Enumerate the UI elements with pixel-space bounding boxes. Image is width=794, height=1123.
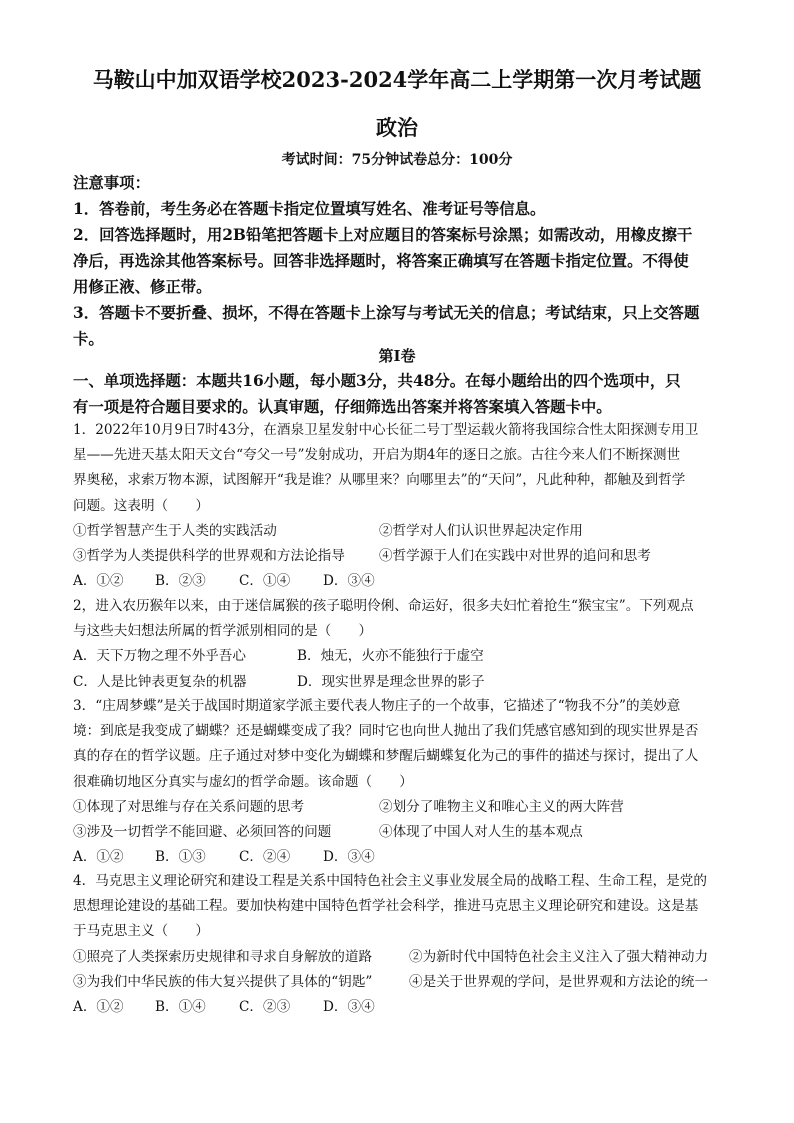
question-stem-line: 星——先进天基太阳天文台“夸父一号”发射成功，开启为期4年的逐日之旅。古往今来人们不断探测世 bbox=[73, 447, 681, 464]
subject-title: 政治 bbox=[376, 115, 418, 140]
notice-line: 净后，再选涂其他答案标号。回答非选择题时，将答案正确填写在答题卡指定位置。不得使 bbox=[73, 252, 689, 270]
option-row bbox=[73, 970, 721, 995]
question-4 bbox=[73, 869, 721, 1020]
option-item: ④是关于世界观的学问，是世界观和方法论的统一 bbox=[409, 973, 709, 990]
answer-choice: B．②③ bbox=[155, 573, 206, 590]
section-heading-line: 有一项是符合题目要求的。认真审题，仔细筛选出答案并将答案填入答题卡中。 bbox=[73, 398, 612, 416]
answer-choice: A．①② bbox=[73, 849, 124, 866]
answer-choice: C．②④ bbox=[239, 849, 291, 866]
question-3 bbox=[73, 694, 721, 870]
question-stem-line: 2，进入农历猴年以来，由于迷信属猴的孩子聪明伶俐、命运好，很多夫妇忙着抢生“猴宝宝”。下列观点 bbox=[73, 598, 694, 614]
option-item: ④体现了中国人对人生的基本观点 bbox=[379, 824, 583, 840]
notice-line: 3．答题卡不要折叠、损坏，不得在答题卡上涂写与考试无关的信息；考试结束，只上交答题 bbox=[73, 304, 700, 322]
answer-choice: A．①② bbox=[73, 573, 124, 590]
option-item: B．烛无，火亦不能独行于虚空 bbox=[297, 648, 484, 665]
exam-title: 马鞍山中加双语学校2023-2024学年高二上学期第一次月考试题 bbox=[92, 67, 702, 92]
option-item: A．天下万物之理不外乎吾心 bbox=[73, 648, 246, 665]
option-row bbox=[73, 544, 721, 569]
answer-choice: D．③④ bbox=[323, 849, 375, 866]
option-row bbox=[73, 519, 721, 544]
option-row bbox=[73, 945, 721, 970]
section-title: 第Ⅰ卷 bbox=[378, 347, 416, 365]
section-heading bbox=[73, 368, 721, 420]
option-row bbox=[73, 670, 721, 695]
question-stem-line: 真的存在的哲学议题。庄子通过对梦中变化为蝴蝶和梦醒后蝴蝶复化为己的事件的描述与探讨，提出了人 bbox=[73, 748, 699, 765]
option-item: ③哲学为人类提供科学的世界观和方法论指导 bbox=[73, 548, 345, 564]
answer-row bbox=[73, 569, 721, 594]
question-stem-line: 很难确切地区分真实与虚幻的哲学命题。该命题（ ） bbox=[73, 773, 413, 790]
answer-choice: A．①② bbox=[73, 998, 124, 1015]
option-item: ①体现了对思维与存在关系问题的思考 bbox=[73, 798, 305, 815]
question-stem-line: 与这些夫妇想法所属的哲学派别相同的是（ ） bbox=[73, 623, 373, 640]
option-item: ③涉及一切哲学不能回避、必须回答的问题 bbox=[73, 824, 332, 840]
notice-line: 卡。 bbox=[73, 330, 104, 348]
notice-block bbox=[73, 170, 721, 352]
notice-line: 2．回答选择题时，用2B铅笔把答题卡上对应题目的答案标号涂黑；如需改动，用橡皮擦干 bbox=[73, 226, 693, 244]
question-stem-line: 问题。这表明（ ） bbox=[73, 497, 209, 514]
option-row bbox=[73, 795, 721, 820]
option-item: ①哲学智慧产生于人类的实践活动 bbox=[73, 522, 277, 539]
answer-choice: B．①④ bbox=[155, 998, 206, 1015]
question-stem-line: 1．2022年10月9日7时43分，在酒泉卫星发射中心长征二号丁型运载火箭将我国综合性太阳探测专用卫 bbox=[73, 422, 699, 438]
option-item: ①照亮了人类探索历史规律和寻求自身解放的道路 bbox=[73, 948, 373, 965]
notice-line: 1．答卷前，考生务必在答题卡指定位置填写姓名、准考证号等信息。 bbox=[73, 200, 546, 218]
answer-choice: C．②③ bbox=[239, 998, 291, 1015]
question-stem-line: 4．马克思主义理论研究和建设工程是关系中国特色社会主义事业发展全局的战略工程、生命工程，是党的 bbox=[73, 873, 707, 889]
question-stem-line: 境：到底是我变成了蝴蝶？还是蝴蝶变成了我？同时它也向世人抛出了我们凭感官感知到的现实世界是否 bbox=[73, 723, 699, 740]
option-item: C．人是比钟表更复杂的机器 bbox=[73, 673, 247, 690]
answer-row bbox=[73, 995, 721, 1020]
answer-choice: D．③④ bbox=[323, 998, 375, 1015]
option-item: D．现实世界是理念世界的影子 bbox=[297, 673, 485, 690]
answer-choice: D．③④ bbox=[323, 573, 375, 590]
option-row bbox=[73, 644, 721, 669]
question-stem-line: 3．“庄周梦蝶”是关于战国时期道家学派主要代表人物庄子的一个故事，它描述了“物我不分”的美妙意 bbox=[73, 698, 681, 714]
exam-info: 考试时间：75分钟试卷总分：100分 bbox=[281, 152, 513, 168]
question-stem-line: 于马克思主义（ ） bbox=[73, 923, 209, 940]
answer-choice: B．①③ bbox=[155, 849, 206, 866]
notice-line: 用修正液、修正带。 bbox=[73, 278, 212, 296]
answer-choice: C．①④ bbox=[239, 573, 291, 590]
option-row bbox=[73, 820, 721, 845]
question-stem-line: 思想理论建设的基础工程。要加快构建中国特色哲学社会科学，推进马克思主义理论研究和建设。这是基 bbox=[73, 898, 699, 915]
option-item: ②为新时代中国特色社会主义注入了强大精神动力 bbox=[409, 948, 709, 965]
option-item: ②划分了唯物主义和唯心主义的两大阵营 bbox=[379, 798, 624, 815]
question-2 bbox=[73, 594, 721, 695]
section-heading-line: 一、单项选择题：本题共16小题，每小题3分，共48分。在每小题给出的四个选项中，只 bbox=[73, 372, 681, 390]
notice-heading: 注意事项： bbox=[73, 174, 150, 192]
answer-row bbox=[73, 845, 721, 870]
question-1 bbox=[73, 418, 721, 594]
option-item: ②哲学对人们认识世界起决定作用 bbox=[379, 522, 583, 539]
option-item: ③为我们中华民族的伟大复兴提供了具体的“钥匙” bbox=[73, 973, 373, 990]
question-stem-line: 界奥秘，求索万物本源，试图解开“我是谁？从哪里来？向哪里去”的“天问”，凡此种种，都触及到哲学 bbox=[73, 472, 686, 489]
option-item: ④哲学源于人们在实践中对世界的追问和思考 bbox=[379, 548, 651, 564]
